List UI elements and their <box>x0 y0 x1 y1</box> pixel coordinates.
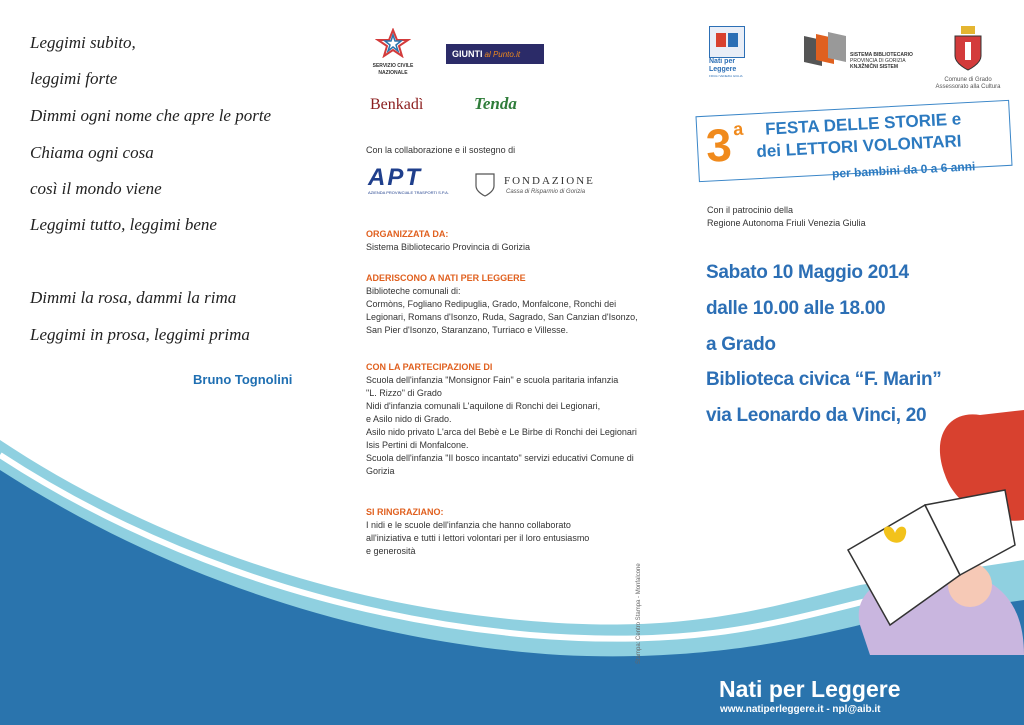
fondazione-logo: FONDAZIONE Cassa di Risparmio di Gorizia <box>472 170 612 200</box>
apt-logo: APT AZIENDA PROVINCIALE TRASPORTI S.P.A. <box>368 164 449 195</box>
ringraziano-section: SI RINGRAZIANO: I nidi e le scuole dell'infanzia che hanno collaborato all'iniziativa e tutti i lettori volontari per il loro entusiasmo e generosità <box>366 507 590 556</box>
poem-line: Leggimi in prosa, leggimi prima <box>30 325 250 344</box>
footer-title: Nati per Leggere <box>719 676 901 702</box>
partecipazione-section: CON LA PARTECIPAZIONE DI Scuola dell'infanzia "Monsignor Fain" e scuola paritaria infanzia "L. Rizzo" di Grado Nidi d'infanzia comunali L'aquilone di Ronchi dei Legionari, e Asilo nido di Grado. Asilo nido privato L'arca del Bebè e Le Birbe di Ronchi dei Legionari Isis Pertini di Monfalcone. Scuola dell'infanzia "Il bosco incantato" servizi educativi Comune di Gorizia <box>366 362 637 476</box>
npl-book-icon <box>709 26 745 58</box>
organizzata-section: ORGANIZZATA DA: Sistema Bibliotecario Provincia di Gorizia <box>366 229 531 252</box>
poem-line: Dimmi la rosa, dammi la rima <box>30 288 237 307</box>
servizio-civile-logo: SERVIZIO CIVILE NAZIONALE <box>368 28 418 80</box>
event-place: a Grado <box>706 334 776 355</box>
event-date: Sabato 10 Maggio 2014 <box>706 262 909 283</box>
giunti-logo: GIUNTI al Punto.it <box>446 44 544 64</box>
coat-of-arms-icon <box>472 170 498 198</box>
edition-superscript: a <box>732 118 744 140</box>
crest-icon <box>951 24 985 72</box>
poem-line: Chiama ogni cosa <box>30 143 154 162</box>
reading-child-illustration <box>830 395 1024 655</box>
benkadi-logo: Benkadì <box>370 96 424 113</box>
printer-credit: Stampa: Centro Stampa - Monfalcone <box>636 563 642 664</box>
npl-fvg-logo: Nati per Leggere FRIULI VENEZIA GIULIA <box>709 26 745 86</box>
sistema-bibliotecario-logo: SISTEMA BIBLIOTECARIO PROVINCIA DI GORIZIA KNJIŽNIČNI SISTEM <box>802 30 902 72</box>
tenda-logo: Tenda <box>474 94 517 113</box>
books-icon <box>802 32 846 68</box>
collaboration-label: Con la collaborazione e il sostegno di <box>366 145 516 155</box>
star-icon <box>375 28 411 58</box>
event-time: dalle 10.00 alle 18.00 <box>706 298 886 319</box>
poem-line: leggimi forte <box>30 69 118 88</box>
poem-line: Leggimi subito, <box>30 33 136 52</box>
event-venue: Biblioteca civica “F. Marin” <box>706 369 942 390</box>
poem-line: Dimmi ogni nome che apre le porte <box>30 106 272 125</box>
aderiscono-section: ADERISCONO A NATI PER LEGGERE Biblioteche comunali di: Cormòns, Fogliano Redipuglia, Grado, Monfalcone, Ronchi dei Legionari, Romans d'Isonzo, Ruda, Sagrado, San Canzian d'Isonzo, San Pier d'Isonzo, Staranzano, Turriaco e Villesse. <box>366 273 638 335</box>
poem-line: così il mondo viene <box>30 179 162 198</box>
comune-grado-logo: Comune di Grado Assessorato alla Cultura <box>928 24 1008 94</box>
age-range: per bambini da 0 a 6 anni <box>831 159 976 181</box>
poem-line: Leggimi tutto, leggimi bene <box>30 215 217 234</box>
footer-url[interactable]: www.natiperleggere.it - npl@aib.it <box>720 704 881 715</box>
festa-title-line2: dei LETTORI VOLONTARI <box>755 131 962 162</box>
poem-author: Bruno Tognolini <box>193 372 293 387</box>
patrocinio: Con il patrocinio della Regione Autonoma Friuli Venezia Giulia <box>707 205 866 228</box>
edition-number: 3 <box>704 118 733 172</box>
event-address: via Leonardo da Vinci, 20 <box>706 405 927 426</box>
festa-title-line1: FESTA DELLE STORIE e <box>764 109 962 139</box>
